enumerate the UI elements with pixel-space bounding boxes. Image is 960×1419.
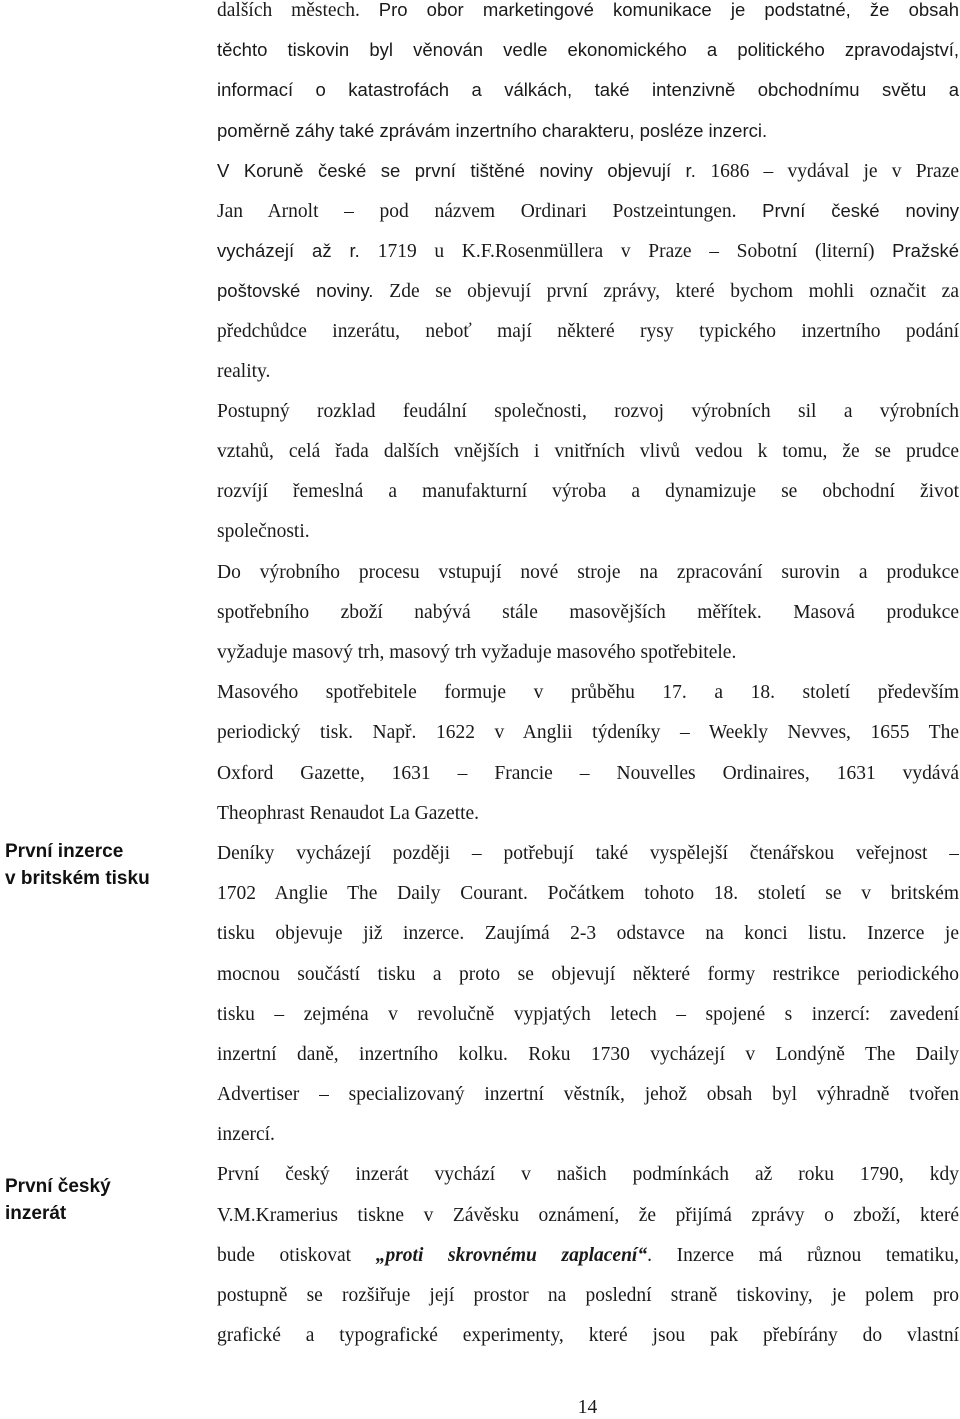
text-line: předchůdce inzerátu, neboť mají některé rysy typického inzertního podání (217, 320, 959, 342)
text-line (217, 231, 959, 271)
text-line (217, 151, 959, 191)
text-line: postupně se rozšiřuje její prostor na poslední straně tiskoviny, je polem pro (217, 1285, 959, 1306)
text-span: bude otiskovat (217, 1244, 376, 1266)
text-line: vyžaduje masový trh, masový trh vyžaduje masového spotřebitele. (217, 642, 737, 663)
text-line: poměrně záhy také zprávám inzertního charakteru, posléze inzerci. (217, 119, 768, 141)
margin-note-line: v britském tisku (5, 868, 150, 889)
text-line: První český inzerát vychází v našich podmínkách až roku 1790, kdy (217, 1164, 959, 1186)
text-line: grafické a typografické experimenty, které jsou pak přebírány do vlastní (217, 1325, 959, 1347)
text-line: Postupný rozklad feudální společnosti, rozvoj výrobních sil a výrobních (217, 400, 959, 422)
text-line: V.M.Kramerius tiskne v Závěsku oznámení, že přijímá zprávy o zboží, které (217, 1204, 959, 1226)
text-line: společnosti. (217, 521, 310, 543)
text-line (217, 1236, 959, 1276)
text-line: tisku – zejména v revolučně vypjatých letech – spojené s inzercí: zavedení (217, 1003, 959, 1025)
page-number: 14 (577, 1397, 598, 1418)
margin-note-first-czech-advert (5, 1173, 195, 1227)
text-line: mocnou součástí tisku a proto se objevují některé formy restrikce periodického (217, 963, 959, 985)
text-line: Do výrobního procesu vstupují nové stroje na zpracování surovin a produkce (217, 561, 959, 583)
text-span: 1719 u K.F.Rosenmüllera v Praze – Sobotní (literní) (377, 241, 893, 263)
text-line (217, 0, 959, 30)
margin-note-line: inzerát (5, 1203, 67, 1224)
text-line (217, 191, 959, 231)
text-line: reality. (217, 360, 271, 382)
text-span: . Inzerce má různou tematiku, (647, 1244, 959, 1266)
text-line (217, 271, 959, 311)
margin-note-line: První český (5, 1176, 111, 1197)
text-span: Pražské (892, 240, 959, 262)
text-line: rozvíjí řemeslná a manufakturní výroba a dynamizuje se obchodní život (217, 481, 959, 503)
text-line: Deníky vycházejí později – potřebují také vyspělejší čtenářskou veřejnost – (217, 842, 959, 864)
text-span: dalších městech. (217, 0, 379, 21)
text-span: Zde se objevují první zprávy, které bychom mohli označit za (389, 281, 959, 303)
text-line: periodický tisk. Např. 1622 v Anglii týdeníky – Weekly Nevves, 1655 The (217, 722, 959, 744)
text-line: Masového spotřebitele formuje v průběhu 17. a 18. století především (217, 682, 959, 704)
quoted-emphasis: „proti skrovnému zaplacení“ (375, 1244, 648, 1266)
text-line: vztahů, celá řada dalších vnějších i vnitřních vlivů vedou k tomu, že se prudce (217, 441, 959, 463)
text-line: Advertiser – specializovaný inzertní věstník, jehož obsah byl výhradně tvořen (217, 1084, 959, 1106)
text-span: poštovské noviny. (217, 280, 390, 302)
text-line: spotřebního zboží nabývá stále masovějších měřítek. Masová produkce (217, 601, 959, 623)
text-span: 1686 – vydával je v Praze (710, 160, 959, 182)
margin-note-line: První inzerce (5, 841, 124, 862)
body-text (217, 0, 959, 1356)
text-span: V Koruně české se první tištěné noviny objevují r. (217, 159, 711, 181)
text-line: tisku objevuje již inzerce. Zaujímá 2-3 odstavce na konci listu. Inzerce je (217, 923, 959, 945)
text-line: inzercí. (217, 1124, 275, 1146)
text-line: těchto tiskovin byl věnován vedle ekonomického a politického zpravodajství, (217, 39, 959, 61)
text-line: Theophrast Renaudot La Gazette. (217, 802, 480, 824)
text-span: První české noviny (762, 199, 959, 221)
text-line: Oxford Gazette, 1631 – Francie – Nouvelles Ordinaires, 1631 vydává (217, 762, 959, 784)
text-line: 1702 Anglie The Daily Courant. Počátkem tohoto 18. století se v britském (217, 883, 959, 905)
text-span: Jan Arnolt – pod názvem Ordinari Postzeintungen. (217, 200, 763, 222)
text-line: informací o katastrofách a válkách, také intenzivně obchodnímu světu a (217, 79, 959, 101)
text-span: Pro obor marketingové komunikace je podstatné, že obsah (378, 0, 959, 20)
text-line: inzertní daně, inzertního kolku. Roku 1730 vycházejí v Londýně The Daily (217, 1043, 959, 1065)
margin-note-first-british-advert (5, 838, 195, 892)
text-span: vycházejí až r. (217, 240, 378, 262)
